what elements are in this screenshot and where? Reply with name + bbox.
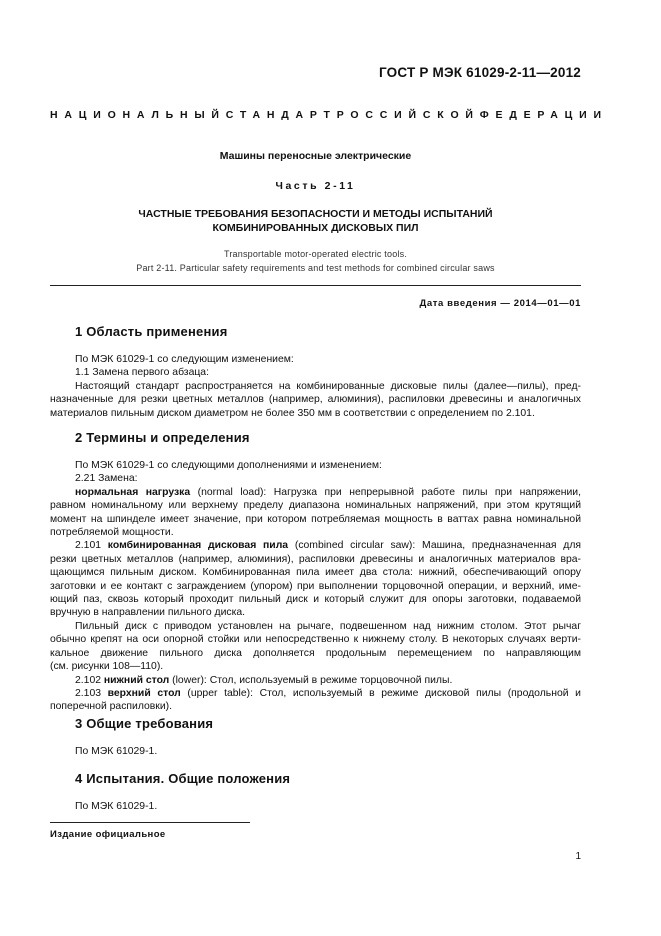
definition-line: вручную в направлении пильного диска.	[50, 607, 246, 619]
definition-line: потребляемой мощности.	[50, 527, 174, 539]
definition-line: щающимся пильным диском. Комбинированная пила имеет два стола: нижний, обеспечивающий опору	[50, 567, 581, 579]
definition-text: (normal load): Нагрузка при непрерывной работе пилы при напряжении,	[190, 486, 581, 498]
definition-line	[50, 687, 581, 700]
banner-word: СТАНДАРТ	[225, 109, 337, 121]
term-lower-table: нижний стол	[103, 674, 170, 686]
paragraph-line: назначенные для резки цветных металлов (например, алюминия), распиловки древесины и аналогичных	[50, 394, 581, 406]
paragraph-line: кальное движение пильного диска дополняется продольным перемещением по направляющим	[50, 647, 581, 659]
banner-word: РОССИЙСКОЙ	[336, 109, 480, 121]
paragraph: По МЭК 61029-1 со следующим изменением:	[75, 354, 294, 365]
section-body-tests	[50, 800, 581, 813]
term-combined-saw: комбинированная дисковая пила	[107, 540, 289, 552]
introduction-date: Дата введения — 2014—01—01	[419, 298, 581, 309]
paragraph-line: Пильный диск с приводом установлен на рычаге, подвешенном над нижним столом. Этот рычаг	[75, 620, 581, 632]
subtitle-line: КОМБИНИРОВАННЫХ ДИСКОВЫХ ПИЛ	[212, 222, 419, 234]
definition-line: резки цветных металлов (например, алюминия), распиловки древесины и аналогичных материалов вра-	[50, 553, 581, 565]
definition-text: (lower): Стол, используемый в режиме торцовочной пилы.	[169, 674, 453, 686]
section-body-general-requirements	[50, 745, 581, 758]
definition-text: (combined circular saw): Машина, предназначенная для	[288, 540, 582, 552]
english-title	[50, 247, 581, 275]
paragraph: По МЭК 61029-1 со следующими дополнениями и изменением:	[75, 460, 382, 471]
section-heading-tests: 4 Испытания. Общие положения	[75, 771, 291, 786]
term-upper-table: верхний стол	[107, 687, 181, 699]
paragraph: По МЭК 61029-1.	[75, 746, 158, 757]
paragraph-line: (см. рисунки 108—110).	[50, 661, 164, 673]
subtitle-line: ЧАСТНЫЕ ТРЕБОВАНИЯ БЕЗОПАСНОСТИ И МЕТОДЫ ИСПЫТАНИЙ	[138, 208, 493, 220]
definition-text: (upper table): Стол, используемый в режиме дисковой пилы (продольной и	[180, 687, 581, 699]
footer-divider	[50, 822, 250, 823]
definition-line: равном номинальному или верхнему пределу диапазона номинальных напряжений, при этом крутящий	[50, 500, 581, 512]
part-number: Часть 2-11	[275, 180, 356, 192]
definition-line: момент на шпинделе имеет значение, при котором потребляемая мощность в ваттах равна номинальной	[50, 513, 581, 525]
banner-word: ФЕДЕРАЦИИ	[479, 109, 608, 121]
document-subtitle	[50, 207, 581, 235]
paragraph-line: Настоящий стандарт распространяется на комбинированные дисковые пилы (далее—пилы), пред-	[75, 380, 581, 392]
paragraph: 2.21 Замена:	[75, 473, 138, 485]
section-body-terms	[50, 459, 581, 714]
definition-line: поперечной распиловки).	[50, 701, 173, 713]
edition-note: Издание официальное	[50, 829, 166, 840]
section-heading-general-requirements: 3 Общие требования	[75, 716, 214, 731]
section-heading-scope: 1 Область применения	[75, 324, 228, 339]
clause-number: 2.102	[75, 674, 104, 686]
paragraph-line: обычно крепят на оси опорной стойки или непосредственно к нижнему столу. В некоторых случаях верти-	[50, 634, 581, 646]
paragraph: По МЭК 61029-1.	[75, 801, 158, 812]
clause-number: 2.103	[75, 687, 108, 699]
definition-line: заготовки и ее контакт с заграждением (упором) при выполнении торцовочной операции, и верхний, име-	[50, 580, 581, 592]
definition-line	[50, 674, 581, 687]
document-title: Машины переносные электрические	[219, 150, 412, 162]
title-divider	[50, 285, 581, 286]
page-number: 1	[575, 851, 581, 862]
definition-line: ющий паз, сквозь который проходит пильный диск и который служит для опоры заготовки, подаваемой	[50, 594, 581, 606]
paragraph-line: материалов пильным диском диаметром не более 350 мм в соответствии с определением по 2.101.	[50, 407, 535, 419]
document-code: ГОСТ Р МЭК 61029-2-11—2012	[378, 65, 581, 80]
term-normal-load: нормальная нагрузка	[75, 486, 191, 498]
standard-banner	[50, 109, 608, 121]
english-title-line: Transportable motor-operated electric tools.	[223, 249, 408, 259]
banner-word: НАЦИОНАЛЬНЫЙ	[50, 109, 226, 121]
paragraph: 1.1 Замена первого абзаца:	[75, 367, 209, 379]
definition-line	[50, 539, 581, 552]
section-body-scope	[50, 353, 581, 420]
definition-line	[50, 486, 581, 499]
section-heading-terms: 2 Термины и определения	[75, 430, 250, 445]
clause-number: 2.101	[75, 540, 108, 552]
english-title-line: Part 2-11. Particular safety requirements and test methods for combined circular saws	[136, 263, 495, 273]
